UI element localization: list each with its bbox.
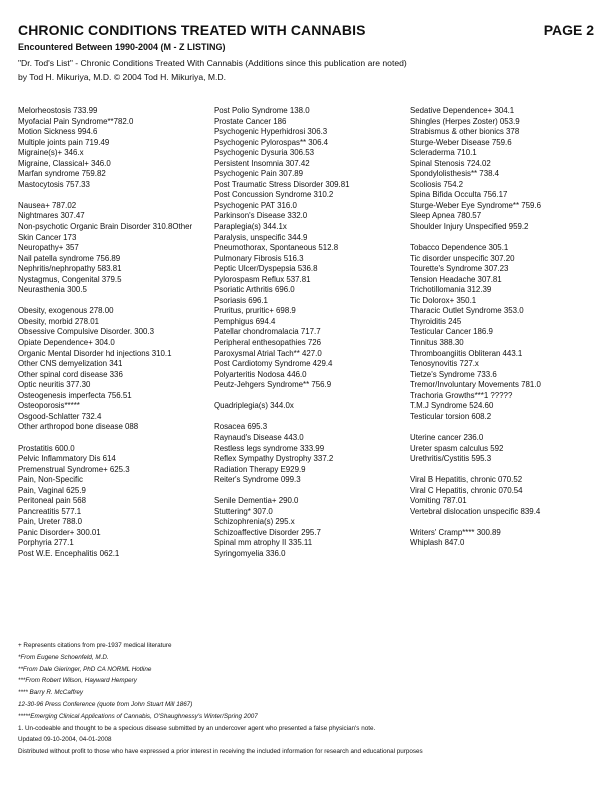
condition-item: Psychogenic Pain 307.89 [214, 169, 304, 179]
condition-item: Spina Bifida Occulta 756.17 [410, 190, 508, 200]
condition-item: Pain, Vaginal 625.9 [18, 485, 86, 495]
condition-item: T.M.J Syndrome 524.60 [410, 401, 494, 411]
condition-item: Tobacco Dependence 305.1 [410, 243, 509, 253]
condition-item: Tension Headache 307.81 [410, 274, 502, 284]
condition-item: Tharacic Outlet Syndrome 353.0 [410, 306, 524, 316]
condition-item: Nephritis/nephropathy 583.81 [18, 264, 122, 274]
condition-item: Patellar chondromalacia 717.7 [214, 327, 321, 337]
condition-item: Motion Sickness 994.6 [18, 127, 98, 137]
condition-item: Melorheostosis 733.99 [18, 106, 98, 115]
condition-item: Peritoneal pain 568 [18, 496, 86, 506]
condition-item: Marfan syndrome 759.82 [18, 169, 106, 179]
footnotes [18, 640, 598, 758]
section-gap [410, 422, 606, 433]
condition-item: Nail patella syndrome 756.89 [18, 253, 121, 263]
condition-item: Tic disorder unspecific 307.20 [410, 253, 515, 263]
condition-item: Reiter's Syndrome 099.3 [214, 475, 301, 485]
condition-item: Tinnitus 388.30 [410, 338, 464, 348]
footnote-line: + Represents citations from pre-1937 medical literature [18, 642, 172, 649]
condition-item: Raynaud's Disease 443.0 [214, 432, 304, 442]
condition-item: Thyroiditis 245 [410, 316, 462, 326]
condition-item: Writers' Cramp**** 300.89 [410, 527, 501, 537]
condition-item: Senile Dementia+ 290.0 [214, 496, 299, 506]
condition-item: Restless legs syndrome 333.99 [214, 443, 325, 453]
condition-item: Premenstrual Syndrome+ 625.3 [18, 464, 130, 474]
condition-item: Spondylolisthesis** 738.4 [410, 169, 500, 179]
condition-item: Shingles (Herpes Zoster) 053.9 [410, 116, 520, 126]
condition-item: Tenosynovitis 727.x [410, 359, 479, 369]
condition-item: Porphyria 277.1 [18, 538, 74, 548]
condition-item: Psychogenic Dysuria 306.53 [214, 148, 315, 158]
condition-item: Reflex Sympathy Dystrophy 337.2 [214, 454, 334, 464]
condition-item: Sturge-Weber Disease 759.6 [410, 137, 512, 147]
condition-item: Mastocytosis 757.33 [18, 179, 90, 189]
condition-item: Pain, Ureter 788.0 [18, 517, 83, 527]
section-gap [214, 412, 410, 423]
condition-item: Viral C Hepatitis, chronic 070.54 [410, 485, 523, 495]
condition-item: Whiplash 847.0 [410, 538, 465, 548]
condition-item: Testicular Cancer 186.9 [410, 327, 493, 337]
condition-item: Pemphigus 694.4 [214, 316, 276, 326]
footnote-line: Updated 09-10-2004, 04-01-2008 [18, 736, 112, 744]
condition-item: Vomiting 787.01 [410, 496, 467, 506]
footnote-line: **** Barry R. McCaffrey [18, 689, 84, 697]
condition-item: Post W.E. Encephalitis 062.1 [18, 548, 120, 558]
condition-item: Viral B Hepatitis, chronic 070.52 [410, 475, 523, 485]
condition-item: Nausea+ 787.02 [18, 200, 77, 210]
page-number: PAGE 2 [543, 22, 594, 38]
condition-item: Tic Dolorox+ 350.1 [410, 295, 477, 305]
condition-item: Pylorospasm Reflux 537.81 [214, 274, 311, 284]
footnote-line: *From Eugene Schoenfeld, M.D. [18, 653, 109, 661]
condition-item: Psoriasis 696.1 [214, 295, 268, 305]
footnote-line: 1. Un-codeable and thought to be a specious disease submitted by an undercover agent who presented a false physician's note. [18, 724, 376, 732]
condition-item: Tietze's Syndrome 733.6 [410, 369, 497, 379]
condition-item: Trichotillomania 312.39 [410, 285, 492, 295]
condition-item: Post Traumatic Stress Disorder 309.81 [214, 179, 350, 189]
condition-item: Pruritus, pruritic+ 698.9 [214, 306, 296, 316]
condition-item: Post Cardiotomy Syndrome 429.4 [214, 359, 333, 369]
condition-item: Paralysis, unspecific 344.9 [214, 232, 308, 242]
condition-item: Pneumothorax, Spontaneous 512.8 [214, 243, 339, 253]
condition-item: Migraine(s)+ 346.x [18, 148, 84, 158]
condition-item: Pancreatitis 577.1 [18, 506, 82, 516]
condition-item: Polyarteritis Nodosa 446.0 [214, 369, 307, 379]
condition-item: Peutz-Jehgers Syndrome** 756.9 [214, 380, 332, 390]
condition-item: Osteogenesis imperfecta 756.51 [18, 390, 132, 400]
condition-item: Tourette's Syndrome 307.23 [410, 264, 509, 274]
condition-item: Persistent Insomnia 307.42 [214, 158, 310, 168]
footnote-line: *****Emerging Clinical Applications of Cannabis, O'Shaughnessy's Winter/Spring 2007 [18, 712, 258, 720]
condition-item: Opiate Dependence+ 304.0 [18, 338, 115, 348]
condition-item: Nightmares 307.47 [18, 211, 85, 221]
condition-item: Multiple joints pain 719.49 [18, 137, 110, 147]
condition-item: Optic neuritis 377.30 [18, 380, 91, 390]
condition-item: Other CNS demyelization 341 [18, 359, 123, 369]
condition-item: Sedative Dependence+ 304.1 [410, 106, 515, 115]
section-gap [18, 296, 214, 307]
condition-item: Scoliosis 754.2 [410, 179, 464, 189]
condition-item: Panic Disorder+ 300.01 [18, 527, 101, 537]
footnote-line: **From Dale Gieringer, PhD CA NORML Hotline [18, 665, 152, 673]
condition-item: Psoriatic Arthritis 696.0 [214, 285, 295, 295]
condition-item: Spinal Stenosis 724.02 [410, 158, 491, 168]
condition-item: Syringomyelia 336.0 [214, 548, 286, 558]
condition-item: Other spinal cord disease 336 [18, 369, 123, 379]
condition-item: Neuropathy+ 357 [18, 243, 79, 253]
condition-item: Radiation Therapy E929.9 [214, 464, 306, 474]
condition-item: Peripheral enthesopathies 726 [214, 338, 322, 348]
condition-item: Spinal mm atrophy II 335.11 [214, 538, 313, 548]
condition-item: Obesity, morbid 278.01 [18, 316, 99, 326]
section-gap [214, 486, 410, 497]
condition-item: Psychogenic Pylorospas** 306.4 [214, 137, 329, 147]
condition-item: Quadriplegia(s) 344.0x [214, 401, 294, 411]
page-subtitle: Encountered Between 1990-2004 (M - Z LISTING) [18, 42, 226, 52]
condition-item: Scleraderma 710.1 [410, 148, 477, 158]
condition-item: Peptic Ulcer/Dyspepsia 536.8 [214, 264, 318, 274]
condition-item: Prostate Cancer 186 [214, 116, 287, 126]
condition-item: Pulmonary Fibrosis 516.3 [214, 253, 304, 263]
condition-item: Paraplegia(s) 344.1x [214, 222, 287, 232]
footnote-line: 12-30-96 Press Conference (quote from John Stuart Mill 1867) [18, 700, 193, 708]
condition-item: Obsessive Compulsive Disorder. 300.3 [18, 327, 154, 337]
condition-item: Pain, Non-Specific [18, 475, 83, 485]
condition-item: Post Concussion Syndrome 310.2 [214, 190, 334, 200]
condition-item: Schizoaffective Disorder 295.7 [214, 527, 321, 537]
condition-item: Skin Cancer 173 [18, 232, 77, 242]
citation-line: "Dr. Tod's List" - Chronic Conditions Treated With Cannabis (Additions since this publication are noted) [18, 58, 407, 68]
condition-item: Rosacea 695.3 [214, 422, 268, 432]
condition-item: Vertebral dislocation unspecific 839.4 [410, 506, 541, 516]
condition-item: Osgood-Schlatter 732.4 [18, 411, 102, 421]
condition-item: Thromboangiitis Obliteran 443.1 [410, 348, 523, 358]
citation-line: by Tod H. Mikuriya, M.D. © 2004 Tod H. Mikuriya, M.D. [18, 72, 227, 82]
section-gap [410, 233, 606, 244]
condition-item: Psychogenic Hyperhidrosi 306.3 [214, 127, 328, 137]
page-title: CHRONIC CONDITIONS TREATED WITH CANNABIS [18, 22, 366, 38]
condition-item: Neurasthenia 300.5 [18, 285, 87, 295]
condition-item: Parkinson's Disease 332.0 [214, 211, 308, 221]
condition-item: Trachoria Growths***1 ????? [410, 390, 513, 400]
condition-item: Myofacial Pain Syndrome**782.0 [18, 116, 134, 126]
footnote-line: Distributed without profit to those who have expressed a prior interest in receiving the included information for research and educational purposes [18, 748, 423, 756]
condition-item: Pelvic Inflammatory Dis 614 [18, 454, 116, 464]
condition-item: Other arthropod bone disease 088 [18, 422, 139, 432]
condition-item: Non-psychotic Organic Brain Disorder 310.8Other [18, 222, 193, 232]
condition-item: Prostatitis 600.0 [18, 443, 75, 453]
condition-item: Sturge-Weber Eye Syndrome** 759.6 [410, 200, 541, 210]
condition-item: Psychogenic PAT 316.0 [214, 200, 297, 210]
condition-item: Sleep Apnea 780.57 [410, 211, 482, 221]
condition-item: Schizophrenia(s) 295.x [214, 517, 295, 527]
condition-item: Shoulder Injury Unspecified 959.2 [410, 222, 529, 232]
section-gap [18, 433, 214, 444]
condition-item: Organic Mental Disorder hd injections 310.1 [18, 348, 172, 358]
citation-block [18, 56, 598, 84]
condition-item: Ureter spasm calculus 592 [410, 443, 504, 453]
conditions-column-2 [214, 106, 410, 560]
condition-item: Paroxysmal Atrial Tach** 427.0 [214, 348, 322, 358]
section-gap [214, 391, 410, 402]
condition-item: Nystagmus, Congenital 379.5 [18, 274, 122, 284]
condition-item: Post Polio Syndrome 138.0 [214, 106, 310, 115]
condition-item: Migraine, Classical+ 346.0 [18, 158, 111, 168]
section-gap [410, 517, 606, 528]
condition-item: Osteoporosis***** [18, 401, 80, 411]
section-gap [18, 190, 214, 201]
conditions-column-3 [410, 106, 606, 549]
condition-item: Strabismus & other bionics 378 [410, 127, 520, 137]
condition-item: Stuttering* 307.0 [214, 506, 273, 516]
condition-item: Tremor/Involuntary Movements 781.0 [410, 380, 541, 390]
condition-item: Obesity, exogenous 278.00 [18, 306, 114, 316]
footnote-line: ***From Robert Wilson, Hayward Hempery [18, 677, 137, 685]
condition-item: Urethritis/Cystitis 595.3 [410, 454, 492, 464]
conditions-column-1 [18, 106, 214, 560]
condition-item: Testicular torsion 608.2 [410, 411, 492, 421]
section-gap [410, 465, 606, 476]
condition-item: Uterine cancer 236.0 [410, 432, 484, 442]
